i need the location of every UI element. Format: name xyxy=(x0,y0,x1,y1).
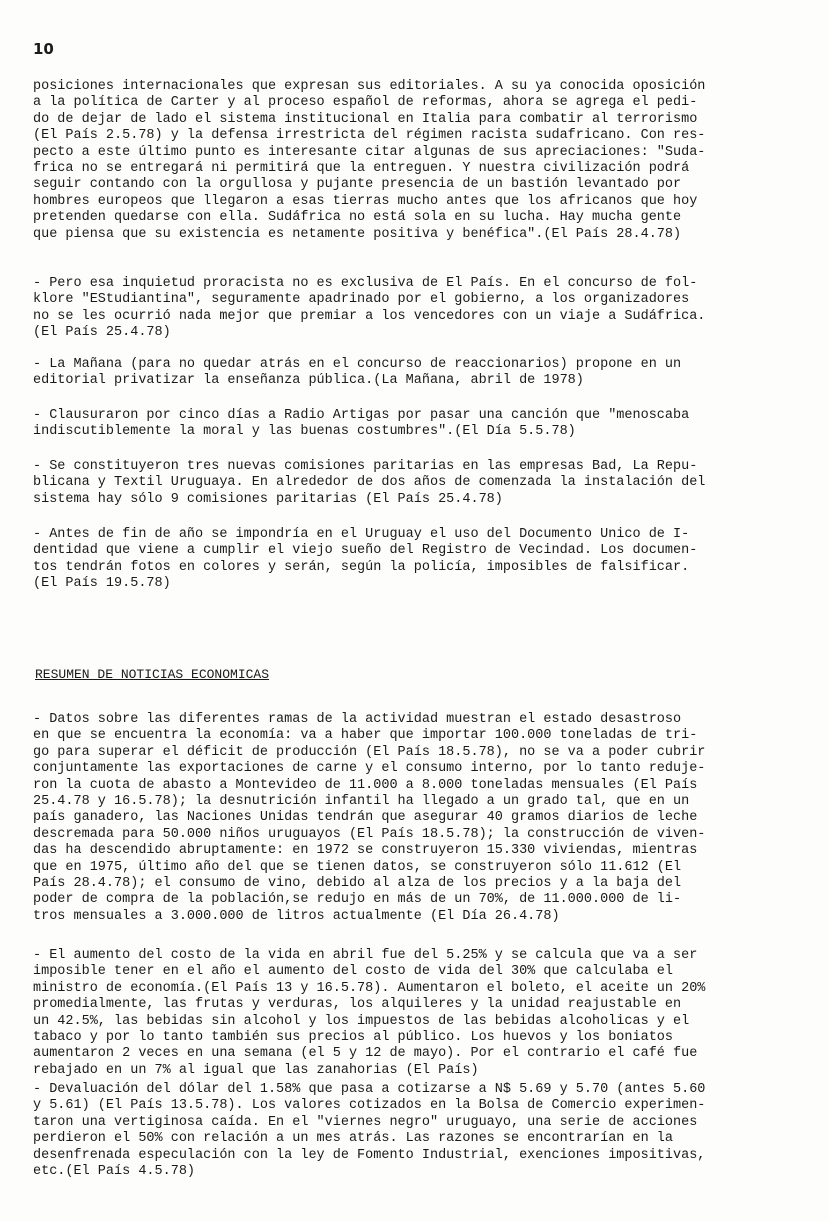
economic-item-costo-de-vida: - El aumento del costo de la vida en abril fue del 5.25% y se calcula que va a ser imposible tener en el año el aumento del costo de vida del 30% que calculaba el ministro de economía.(El País 13 y 16.5.78). Aumentaron el boleto, el aceite un 20% promedialmente, las frutas y verduras, los alquileres y la unidad reajustable en un 42.5%, las bebidas sin alcohol y los impuestos de las bebidas alcoholicas y el tabaco y por lo tanto también sus precios al público. Los huevos y los boniatos aumentaron 2 veces en una semana (el 5 y 12 de mayo). Por el contrario el café fue rebajado en un 7% al igual que las zanahorias (El País) xyxy=(33,948,706,1078)
economic-item-datos: - Datos sobre las diferentes ramas de la actividad muestran el estado desastroso en que se encuentra la economía: va a haber que importar 100.000 toneladas de tri- go para superar el déficit de producción (El País 18.5.78), no se va a poder cubrir conjuntamente las exportaciones de carne y el consumo interno, por lo tanto reduje- ron la cuota de abasto a Montevideo de 11.000 a 8.000 toneladas mensuales (El País 25.4.78 y 16.5.78); la desnutrición infantil ha llegado a un grado tal, que en un país ganadero, las Naciones Unidas tendrán que asegurar 40 gramos diarios de leche descremada para 50.000 niños uruguayos (El País 18.5.78); la construcción de viven- das ha descendido abruptamente: en 1972 se construyeron 15.330 viviendas, mientras que en 1975, último año del que se tienen datos, se construyeron sólo 11.612 (El País 28.4.78); el consumo de vino, debido al alza de los precios y a la baja del poder de compra de la población,se redujo en más de un 70%, de 11.000.000 de li- tros mensuales a 3.000.000 de litros actualmente (El Día 26.4.78) xyxy=(33,712,706,924)
news-item-comisiones-paritarias: - Se constituyeron tres nuevas comisiones paritarias en las empresas Bad, La Repu- blicana y Textil Uruguaya. En alrededor de dos años de comenzada la instalación del sistema hay sólo 9 comisiones paritarias (El País 25.4.78) xyxy=(33,459,706,507)
news-item-la-manana: - La Mañana (para no quedar atrás en el concurso de reaccionarios) propone en un editorial privatizar la enseñanza pública.(La Mañana, abril de 1978) xyxy=(33,357,682,389)
page-number: 10 xyxy=(33,40,54,58)
economic-item-devaluacion: - Devaluación del dólar del 1.58% que pasa a cotizarse a N$ 5.69 y 5.70 (antes 5.60 y 5.61) (El País 13.5.78). Los valores cotizados en la Bolsa de Comercio experimen- taron una vertiginosa caída. En el "viernes negro" uruguayo, una serie de acciones perdieron el 50% con relación a un mes atrás. Las razones se encontrarían en la desenfrenada especulación con la ley de Fomento Industrial, exenciones impositivas, etc.(El País 4.5.78) xyxy=(33,1082,706,1180)
section-heading: RESUMEN DE NOTICIAS ECONOMICAS xyxy=(35,667,270,682)
news-item-proracista: - Pero esa inquietud proracista no es exclusiva de El País. En el concurso de fol- klore "EStudiantina", seguramente apadrinado por el gobierno, a los organizadores no se les ocurrió nada mejor que premiar a los vencedores con un viaje a Sudáfrica. (El País 25.4.78) xyxy=(33,276,706,341)
news-item-documento-unico: - Antes de fin de año se impondría en el Uruguay el uso del Documento Unico de I- dentidad que viene a cumplir el viejo sueño del Registro de Vecindad. Los documen- tos tendrán fotos en colores y serán, según la policía, imposibles de falsificar. (El País 19.5.78) xyxy=(33,527,698,592)
news-item-radio-artigas: - Clausuraron por cinco días a Radio Artigas por pasar una canción que "menoscaba indiscutiblemente la moral y las buenas costumbres".(El Día 5.5.78) xyxy=(33,408,690,440)
intro-paragraph: posiciones internacionales que expresan sus editoriales. A su ya conocida oposición a la política de Carter y al proceso español de reformas, ahora se agrega el pedi- do de dejar de lado el sistema institucional en Italia para combatir al terrorismo (El País 2.5.78) y la defensa irrestricta del régimen racista sudafricano. Con res- pecto a este último punto es interesante citar algunas de sus apreciaciones: "Suda- frica no se entregará ni permitirá que la entreguen. Y nuestra civilización podrá seguir contando con la orgullosa y pujante presencia de un bastión levantado por hombres europeos que llegaron a esas tierras mucho antes que los africanos que hoy pretenden quedarse con ella. Sudáfrica no está sola en su lucha. Hay mucha gente que piensa que su existencia es netamente positiva y benéfica".(El País 28.4.78) xyxy=(33,79,706,242)
